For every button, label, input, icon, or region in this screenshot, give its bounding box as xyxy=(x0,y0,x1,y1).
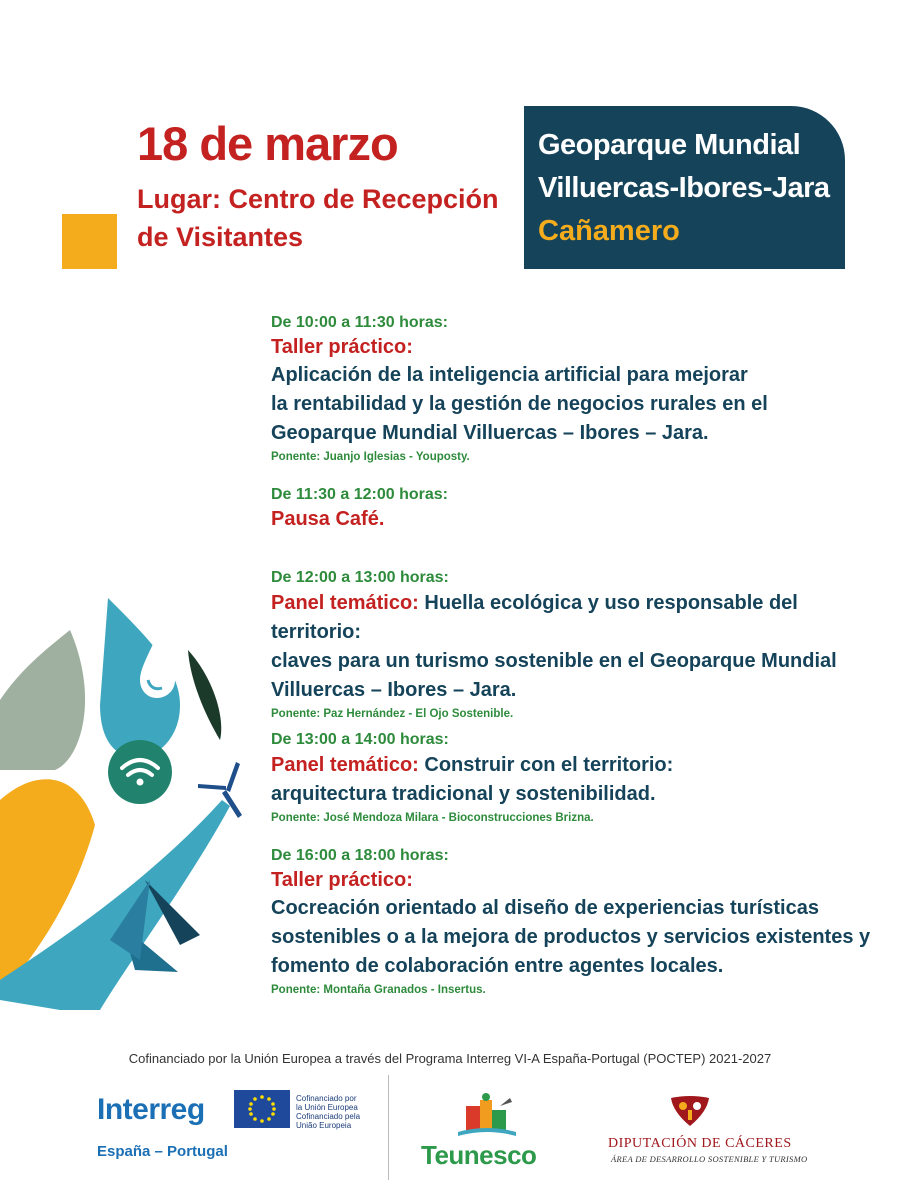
program-kind: Panel temático: xyxy=(271,754,419,776)
program-kind: Taller práctico: xyxy=(271,869,413,891)
program-desc-line: Cocreación orientado al diseño de experiencias turísticas xyxy=(271,897,819,919)
program-time: De 12:00 a 13:00 horas: xyxy=(271,569,449,586)
program-item xyxy=(271,312,871,466)
program-kind: Taller práctico: xyxy=(271,336,413,358)
eu-text-line: Cofinanciado pela xyxy=(296,1112,361,1121)
program-time: De 13:00 a 14:00 horas: xyxy=(271,731,449,748)
geopark-location: Cañamero xyxy=(538,215,680,247)
program-desc-line: claves para un turismo sostenible en el Geoparque Mundial xyxy=(271,650,837,672)
geopark-line-2: Villuercas-Ibores-Jara xyxy=(538,172,830,204)
eu-text-line: Cofinanciado por xyxy=(296,1094,357,1103)
eu-text-line: União Europeia xyxy=(296,1121,352,1130)
dark-leaf-icon xyxy=(188,650,221,740)
program-item xyxy=(271,567,871,723)
eu-flag-icon xyxy=(234,1090,290,1128)
orange-square-decoration xyxy=(62,214,117,269)
program-speaker: Ponente: Juanjo Iglesias - Youposty. xyxy=(271,451,470,463)
program-speaker: Ponente: Montaña Granados - Insertus. xyxy=(271,984,486,996)
place-line-2: de Visitantes xyxy=(137,222,304,252)
cofinance-note: Cofinanciado por la Unión Europea a través del Programa Interreg VI-A España-Portugal (POCTEP) 2021-2027 xyxy=(128,1051,772,1066)
program-speaker: Ponente: José Mendoza Milara - Bioconstrucciones Brizna. xyxy=(271,812,594,824)
program-time: De 16:00 a 18:00 horas: xyxy=(271,847,449,864)
diputacion-name: DIPUTACIÓN DE CÁCERES xyxy=(608,1136,792,1151)
program-desc-line: Aplicación de la inteligencia artificial para mejorar xyxy=(271,364,748,386)
program-desc-line: sostenibles o a la mejora de productos y servicios existentes y xyxy=(271,926,871,948)
program-desc-first: Construir con el territorio: xyxy=(424,754,674,776)
place-line-1: Lugar: Centro de Recepción xyxy=(137,184,499,214)
teunesco-emblem-icon xyxy=(452,1092,522,1138)
program-desc-line: fomento de colaboración entre agentes locales. xyxy=(271,955,724,977)
footer-divider xyxy=(388,1075,389,1180)
program-desc-line: arquitectura tradicional y sostenibilidad. xyxy=(271,783,656,805)
program-time: De 10:00 a 11:30 horas: xyxy=(271,314,448,331)
decorative-artwork xyxy=(0,580,260,1020)
program-time: De 11:30 a 12:00 horas: xyxy=(271,486,448,503)
program-kind: Pausa Café. xyxy=(271,508,385,530)
event-place xyxy=(137,180,517,256)
program-item xyxy=(271,845,871,999)
program-kind: Panel temático: xyxy=(271,592,419,614)
eu-text-line: la Unión Europea xyxy=(296,1103,358,1112)
program-desc-first: Huella ecológica y uso responsable del territorio: xyxy=(271,592,798,643)
leaf-icon xyxy=(0,630,85,770)
program-speaker: Ponente: Paz Hernández - El Ojo Sostenible. xyxy=(271,708,514,720)
program-item xyxy=(271,484,871,533)
program-desc-line: Villuercas – Ibores – Jara. xyxy=(271,679,517,701)
eu-cofinance-text xyxy=(296,1094,366,1130)
geopark-box xyxy=(524,106,845,269)
diputacion-emblem-icon xyxy=(665,1092,715,1128)
event-date: 18 de marzo xyxy=(137,117,398,170)
program-desc-line: la rentabilidad y la gestión de negocios rurales en el xyxy=(271,393,768,415)
program-item xyxy=(271,729,871,827)
espana-portugal-label: España – Portugal xyxy=(97,1143,228,1160)
program-desc-line xyxy=(271,751,871,780)
diputacion-subtitle: ÁREA DE DESARROLLO SOSTENIBLE Y TURISMO xyxy=(611,1154,808,1164)
teunesco-logo-text: Teunesco xyxy=(421,1140,537,1170)
interreg-logo: Interreg xyxy=(97,1093,205,1126)
program-desc-line xyxy=(271,589,871,647)
geopark-line-1: Geoparque Mundial xyxy=(538,129,801,161)
program-desc-line: Geoparque Mundial Villuercas – Ibores – Jara. xyxy=(271,422,709,444)
